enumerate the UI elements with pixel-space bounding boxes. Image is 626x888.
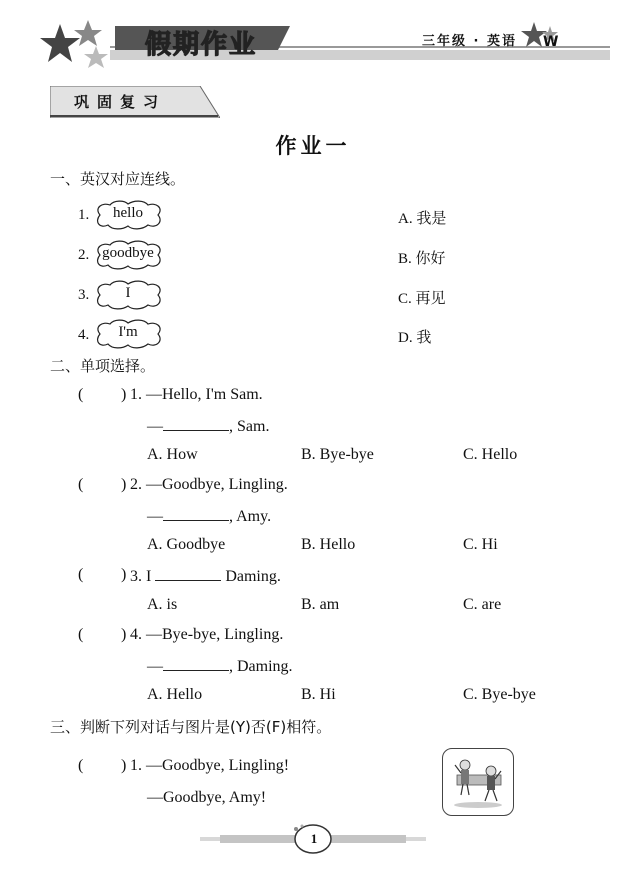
part1-item-number: 1. xyxy=(78,207,90,223)
stars-logo-left xyxy=(38,18,118,74)
kids-waving-picture xyxy=(443,749,513,815)
question-text: 1. —Hello, I'm Sam. xyxy=(130,386,263,403)
part1-choice: B. 你好 xyxy=(398,251,446,267)
question-blank-line xyxy=(147,416,269,436)
answer-paren-close: ) xyxy=(121,757,127,774)
question-text: 2. —Goodbye, Lingling. xyxy=(130,476,288,493)
illustration-kids-waving xyxy=(442,748,514,816)
option-c: C. Hello xyxy=(463,446,518,463)
dash: — xyxy=(147,658,163,675)
part1-item-number: 3. xyxy=(78,287,90,303)
page-number: 1 xyxy=(310,831,318,846)
question-suffix: , Amy. xyxy=(229,508,272,525)
question-suffix: , Sam. xyxy=(229,418,270,435)
answer-blank[interactable] xyxy=(163,506,229,521)
answer-paren-open: ( xyxy=(78,476,84,493)
grade-subject-label: 三年级 · 英语 xyxy=(422,34,517,49)
question-text xyxy=(130,566,281,586)
option-a: A. Goodbye xyxy=(147,536,226,553)
answer-blank[interactable] xyxy=(163,416,229,431)
answer-paren-close: ) xyxy=(121,476,127,493)
option-b: B. am xyxy=(301,596,340,613)
option-c: C. Hi xyxy=(463,536,498,553)
cloud-word: hello xyxy=(113,205,143,221)
answer-paren-close: ) xyxy=(121,566,127,583)
part1-choice: D. 我 xyxy=(398,330,432,346)
option-c: C. Bye-bye xyxy=(463,686,536,703)
part1-choice: C. 再见 xyxy=(398,291,446,307)
answer-paren-open: ( xyxy=(78,757,84,774)
question-text: 4. —Bye-bye, Lingling. xyxy=(130,626,284,643)
dash: — xyxy=(147,418,163,435)
answer-paren-close: ) xyxy=(121,626,127,643)
answer-blank[interactable] xyxy=(155,566,221,581)
part2-heading: 二、单项选择。 xyxy=(50,357,156,375)
option-a: A. is xyxy=(147,596,178,613)
question-blank-line xyxy=(147,656,293,676)
question-text: —Goodbye, Amy! xyxy=(147,789,267,806)
header-title: 假期作业 xyxy=(145,30,258,60)
cloud-word: I'm xyxy=(118,324,138,340)
answer-paren-open: ( xyxy=(78,626,84,643)
part1-item-number: 4. xyxy=(78,327,90,343)
logo-letter: W xyxy=(543,34,559,50)
option-b: B. Hi xyxy=(301,686,336,703)
option-b: B. Hello xyxy=(301,536,356,553)
cloud-word: I xyxy=(125,285,131,301)
answer-paren-close: ) xyxy=(121,386,127,403)
option-c: C. are xyxy=(463,596,502,613)
answer-paren-open: ( xyxy=(78,386,84,403)
homework-title: 作业一 xyxy=(275,134,351,158)
option-a: A. How xyxy=(147,446,198,463)
dash: — xyxy=(147,508,163,525)
question-suffix: , Daming. xyxy=(229,658,293,675)
question-prefix: 3. I xyxy=(130,568,152,585)
part3-heading: 三、判断下列对话与图片是(Y)否(F)相符。 xyxy=(50,718,332,736)
question-text: 1. —Goodbye, Lingling! xyxy=(130,757,290,774)
section-tab-label: 巩固复习 xyxy=(74,93,167,111)
answer-paren-open: ( xyxy=(78,566,84,583)
part1-heading: 一、英汉对应连线。 xyxy=(50,170,186,188)
answer-blank[interactable] xyxy=(163,656,229,671)
part1-item-number: 2. xyxy=(78,247,90,263)
option-a: A. Hello xyxy=(147,686,203,703)
option-b: B. Bye-bye xyxy=(301,446,374,463)
question-suffix: Daming. xyxy=(225,568,281,585)
cloud-word: goodbye xyxy=(102,245,154,261)
question-blank-line xyxy=(147,506,271,526)
part1-choice: A. 我是 xyxy=(398,211,447,227)
